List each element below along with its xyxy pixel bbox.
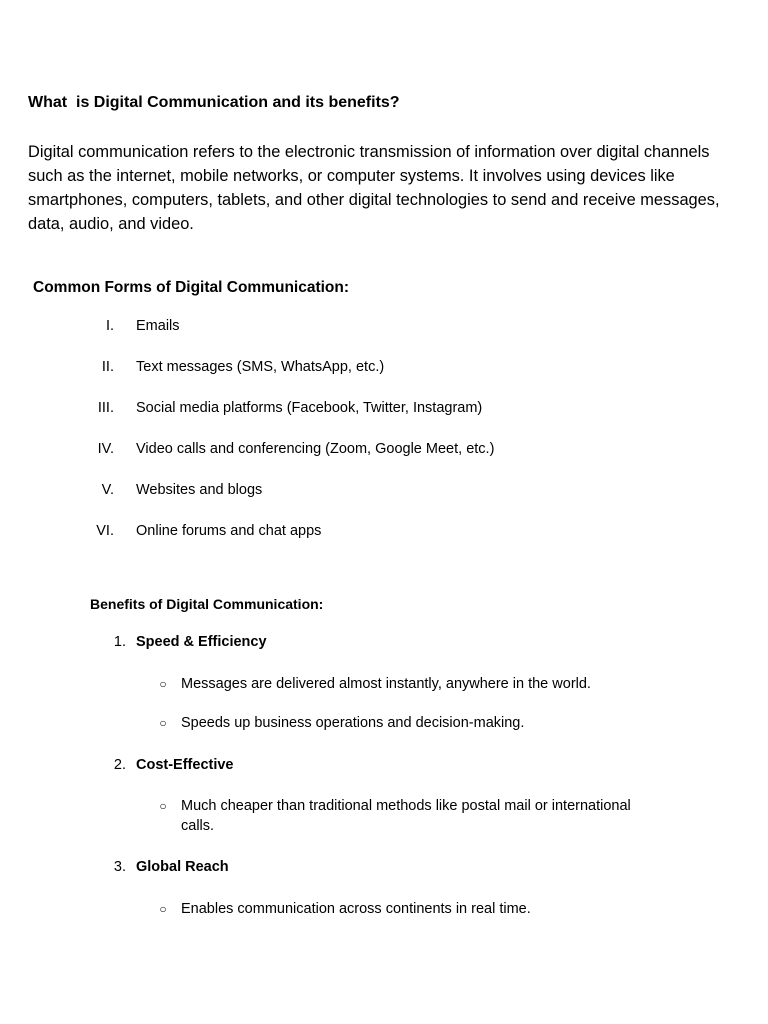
benefit-point-text: Enables communication across continents in real time. xyxy=(181,901,531,917)
list-item-text: Websites and blogs xyxy=(136,482,263,498)
list-marker: II. xyxy=(101,359,114,375)
list-marker: IV. xyxy=(97,441,114,457)
list-marker: I. xyxy=(105,318,114,334)
intro-paragraph: Digital communication refers to the electronic transmission of information over digital channels such as the internet, mobile networks, or computer systems. It involves using devices like smartphones, computers, tablets, and other digital technologies to send and receive messages, data, audio, and video. xyxy=(28,143,720,233)
list-marker: V. xyxy=(101,482,114,498)
list-marker: VI. xyxy=(96,523,114,539)
hollow-bullet-icon: ○ xyxy=(159,799,167,813)
hollow-bullet-icon: ○ xyxy=(159,716,167,730)
list-item-text: Emails xyxy=(136,318,180,334)
list-item-text: Social media platforms (Facebook, Twitter, Instagram) xyxy=(136,400,483,416)
benefit-title: Cost-Effective xyxy=(136,757,234,773)
benefits-heading: Benefits of Digital Communication: xyxy=(90,596,324,612)
list-item-text: Video calls and conferencing (Zoom, Google Meet, etc.) xyxy=(136,441,495,457)
benefit-point-text: Much cheaper than traditional methods like postal mail or international calls. xyxy=(181,798,631,834)
forms-heading: Common Forms of Digital Communication: xyxy=(33,279,350,296)
list-marker: 2. xyxy=(113,757,126,773)
list-item-text: Text messages (SMS, WhatsApp, etc.) xyxy=(136,359,385,375)
list-marker: 3. xyxy=(113,859,126,875)
benefit-title: Speed & Efficiency xyxy=(136,634,267,650)
list-marker: 1. xyxy=(113,634,126,650)
list-item-text: Online forums and chat apps xyxy=(136,523,322,539)
benefit-point-text: Speeds up business operations and decision-making. xyxy=(181,715,525,731)
list-marker: III. xyxy=(97,400,114,416)
document-title: What is Digital Communication and its benefits? xyxy=(28,94,400,111)
benefit-point-text: Messages are delivered almost instantly, anywhere in the world. xyxy=(181,676,591,692)
benefit-title: Global Reach xyxy=(136,859,229,875)
hollow-bullet-icon: ○ xyxy=(159,677,167,691)
hollow-bullet-icon: ○ xyxy=(159,902,167,916)
